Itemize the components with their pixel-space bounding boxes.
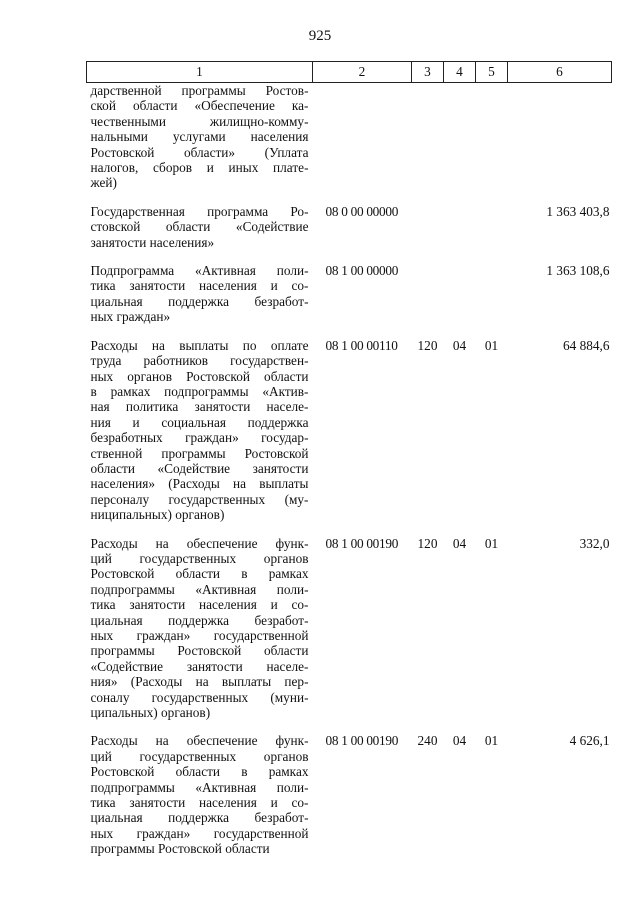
table-row — [87, 263, 612, 325]
row-spacer — [87, 523, 612, 536]
expense-name-line: программы Ростовской области — [90, 643, 309, 659]
expense-name-line: ных граждан» — [90, 309, 171, 325]
table-row — [87, 733, 612, 856]
expense-name-cell — [87, 263, 313, 325]
expense-name-line: чественными жилищно-комму- — [90, 113, 309, 129]
expense-name-line: ных граждан» государственной — [90, 825, 309, 841]
expense-name-line: ния и социальная поддержка — [90, 414, 309, 430]
expense-name-line: в рамках подпрограммы «Актив- — [90, 383, 309, 399]
section-cell: 04 — [452, 733, 467, 749]
table-row — [87, 536, 612, 721]
expense-name-line: занятости населения» — [90, 234, 215, 250]
target-article-code-cell: 08 1 00 00190 — [325, 733, 399, 749]
column-header-pr: 5 — [476, 62, 508, 83]
expense-type-cell: 240 — [417, 733, 438, 749]
column-header-code: 2 — [313, 62, 412, 83]
subsection-cell — [476, 263, 508, 325]
subsection-cell: 01 — [484, 337, 499, 353]
expense-name-line: «Содействие занятости населе- — [90, 658, 309, 674]
expense-name-line: налогов, сборов и иных плате- — [90, 160, 309, 176]
expense-name-line: циальная поддержка безработ- — [90, 293, 309, 309]
amount-cell: 1 363 403,8 — [546, 203, 610, 219]
amount-cell: 1 363 108,6 — [546, 263, 610, 279]
row-spacer — [87, 325, 612, 338]
expense-name-line: тика занятости населения и со- — [90, 278, 309, 294]
column-header-amount: 6 — [508, 62, 612, 83]
expense-name-line: ской области «Обеспечение ка- — [90, 98, 309, 114]
target-article-code-cell — [313, 83, 412, 191]
expense-name-line: ных органов Ростовской области — [90, 368, 309, 384]
subsection-cell: 01 — [484, 535, 499, 551]
expense-name-line: населения» (Расходы на выплаты — [90, 476, 309, 492]
table-row — [87, 204, 612, 250]
expense-type-cell — [412, 83, 444, 191]
target-article-code-cell: 08 0 00 00000 — [325, 203, 399, 219]
target-article-code-cell: 08 1 00 00000 — [325, 263, 399, 279]
expense-name-line: подпрограммы «Активная поли- — [90, 581, 309, 597]
expense-name-line: программы Ростовской области — [90, 841, 270, 857]
row-spacer-cell — [87, 191, 612, 204]
section-cell: 04 — [452, 337, 467, 353]
amount-cell: 64 884,6 — [562, 337, 610, 353]
expense-name-line: Ростовской области» (Уплата — [90, 144, 309, 160]
expense-name-cell — [87, 204, 313, 250]
expense-name-line: ций государственных органов — [90, 550, 309, 566]
section-cell — [444, 204, 476, 250]
page-number: 925 — [308, 28, 332, 44]
row-spacer — [87, 250, 612, 263]
expense-name-line: циальная поддержка безработ- — [90, 612, 309, 628]
expense-name-line: Расходы на выплаты по оплате — [90, 337, 309, 353]
expense-name-line: труда работников государствен- — [90, 353, 309, 369]
expense-name-line: Ростовской области в рамках — [90, 566, 309, 582]
expense-name-line: жей) — [90, 175, 117, 191]
expense-name-line: Ростовской области в рамках — [90, 764, 309, 780]
expense-name-cell — [87, 338, 313, 523]
expense-name-line: тика занятости населения и со- — [90, 597, 309, 613]
subsection-cell — [476, 204, 508, 250]
expense-type-cell: 120 — [417, 535, 438, 551]
budget-table — [86, 61, 612, 857]
expense-name-line: Подпрограмма «Активная поли- — [90, 263, 309, 279]
expense-name-line: соналу государственных (муни- — [90, 689, 309, 705]
expense-name-line: тика занятости населения и со- — [90, 795, 309, 811]
expense-name-line: циальная поддержка безработ- — [90, 810, 309, 826]
expense-name-line: Государственная программа Ро- — [90, 203, 309, 219]
table-body — [87, 83, 612, 857]
expense-name-cell — [87, 733, 313, 856]
expense-type-cell — [412, 263, 444, 325]
row-spacer-cell — [87, 325, 612, 338]
target-article-code-cell: 08 1 00 00110 — [325, 337, 398, 353]
section-cell — [444, 263, 476, 325]
expense-name-line: нальными услугами населения — [90, 129, 309, 145]
expense-name-line: Расходы на обеспечение функ- — [90, 535, 309, 551]
amount-cell: 4 626,1 — [569, 733, 610, 749]
expense-name-line: ций государственных органов — [90, 748, 309, 764]
expense-name-line: ципальных) органов) — [90, 705, 211, 721]
section-cell: 04 — [452, 535, 467, 551]
expense-name-line: ственной программы Ростовской — [90, 445, 309, 461]
table-row — [87, 83, 612, 191]
subsection-cell: 01 — [484, 733, 499, 749]
expense-name-line: ная политика занятости населе- — [90, 399, 309, 415]
expense-name-line: области «Содействие занятости — [90, 460, 309, 476]
column-header-rz: 4 — [444, 62, 476, 83]
column-header-name: 1 — [87, 62, 313, 83]
expense-type-cell: 120 — [417, 337, 438, 353]
column-header-vr: 3 — [412, 62, 444, 83]
expense-name-line: подпрограммы «Активная поли- — [90, 779, 309, 795]
row-spacer-cell — [87, 250, 612, 263]
expense-name-cell — [87, 83, 313, 191]
table-row — [87, 338, 612, 523]
expense-name-line: персоналу государственных (му- — [90, 491, 309, 507]
expense-name-line: дарственной программы Ростов- — [90, 83, 309, 98]
expense-name-line: ниципальных) органов) — [90, 507, 225, 523]
row-spacer-cell — [87, 720, 612, 733]
amount-cell — [508, 83, 612, 191]
expense-name-line: безработных граждан» государ- — [90, 430, 309, 446]
row-spacer-cell — [87, 523, 612, 536]
expense-name-cell — [87, 536, 313, 721]
expense-name-line: стовской области «Содействие — [90, 219, 309, 235]
row-spacer — [87, 191, 612, 204]
expense-name-line: ных граждан» государственной — [90, 628, 309, 643]
expense-type-cell — [412, 204, 444, 250]
target-article-code-cell: 08 1 00 00190 — [325, 535, 399, 551]
column-number-header-row — [87, 62, 612, 83]
section-cell — [444, 83, 476, 191]
expense-name-line: ния» (Расходы на выплаты пер- — [90, 674, 309, 690]
expense-name-line: Расходы на обеспечение функ- — [90, 733, 309, 749]
row-spacer — [87, 720, 612, 733]
subsection-cell — [476, 83, 508, 191]
amount-cell: 332,0 — [579, 535, 610, 551]
